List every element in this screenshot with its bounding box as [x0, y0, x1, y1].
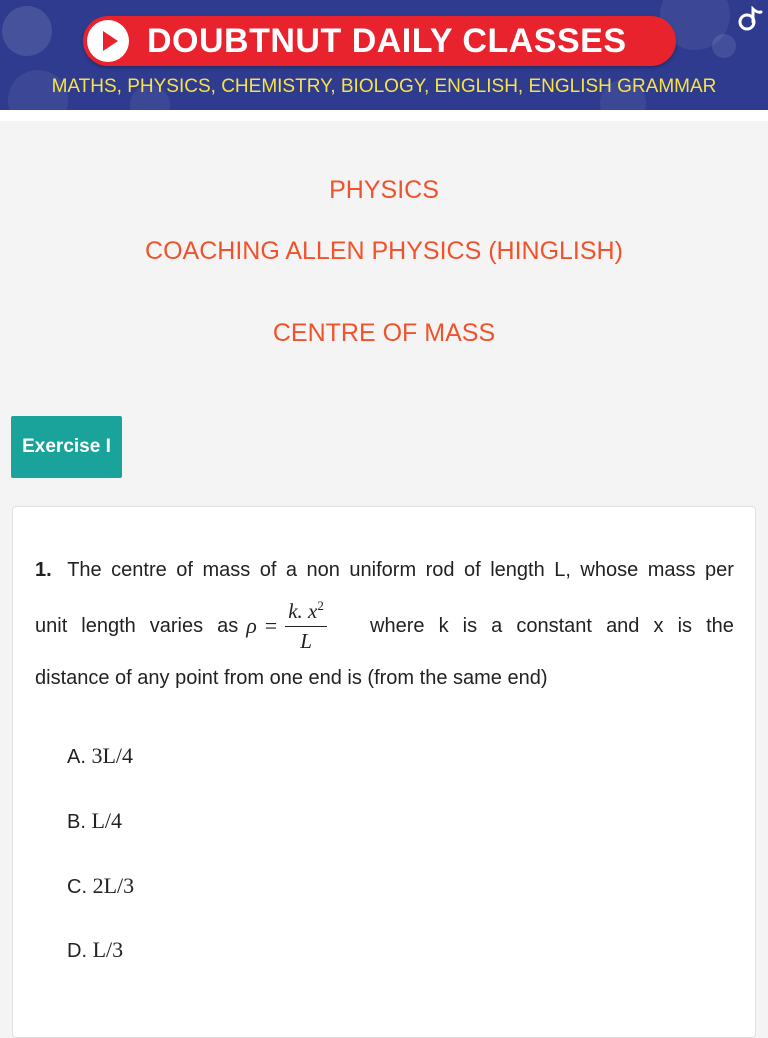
question-word: is	[677, 614, 693, 637]
banner-title: DOUBTNUT DAILY CLASSES	[147, 22, 627, 60]
rho-symbol: ρ	[246, 613, 257, 638]
question-line-1	[35, 559, 734, 582]
question-number: 1.	[35, 559, 52, 581]
decor-bubble	[712, 34, 736, 58]
question-word: non	[306, 559, 340, 581]
question-word: as	[217, 614, 239, 637]
question-word: length	[490, 559, 545, 581]
option-value: L/3	[92, 937, 124, 962]
question-text	[35, 615, 238, 638]
question-word: mass	[647, 559, 696, 581]
option-label: A.	[67, 746, 86, 768]
question-word: unit	[35, 614, 68, 637]
option-d[interactable]	[67, 937, 123, 963]
question-line-3: distance of any point from one end is (from the same end)	[35, 667, 548, 689]
question-word: centre	[111, 559, 167, 581]
exercise-tab[interactable]: Exercise I	[11, 416, 122, 478]
question-word: constant	[516, 614, 592, 637]
question-word: a	[285, 559, 298, 581]
option-value: L/4	[91, 808, 123, 833]
course-heading: COACHING ALLEN PHYSICS (HINGLISH)	[145, 237, 623, 265]
question-word: of	[176, 559, 193, 581]
decor-bubble	[2, 6, 52, 56]
question-text	[370, 615, 734, 638]
fraction-denominator: L	[300, 629, 312, 653]
question-word: uniform	[349, 559, 417, 581]
option-label: C.	[67, 876, 87, 898]
banner-divider	[0, 110, 768, 121]
option-c[interactable]	[67, 873, 134, 899]
header-banner	[0, 0, 768, 110]
question-word: of	[464, 559, 481, 581]
option-label: B.	[67, 811, 86, 833]
option-label: D.	[67, 940, 87, 962]
option-a[interactable]	[67, 743, 133, 769]
question-word: The	[67, 559, 102, 581]
question-word: mass	[202, 559, 251, 581]
doubtnut-logo-icon	[737, 6, 763, 32]
question-word: rod	[425, 559, 455, 581]
question-word: varies	[149, 614, 204, 637]
play-icon	[87, 20, 129, 62]
chapter-heading: CENTRE OF MASS	[272, 319, 496, 347]
question-word: the	[706, 614, 734, 637]
question-line-2-lead	[35, 598, 327, 654]
question-word: length	[81, 614, 136, 637]
title-pill	[83, 16, 676, 66]
option-b[interactable]	[67, 808, 122, 834]
fraction-exponent: 2	[317, 598, 324, 613]
subject-heading: PHYSICS	[329, 176, 439, 204]
banner-subjects: MATHS, PHYSICS, CHEMISTRY, BIOLOGY, ENGLISH, ENGLISH GRAMMAR	[51, 76, 717, 97]
question-card	[12, 506, 756, 1038]
fraction-numerator: k. $x^2$	[288, 598, 324, 623]
question-line-2	[35, 599, 734, 653]
question-word: whose	[580, 559, 639, 581]
question-word: per	[705, 559, 734, 581]
question-word: where	[370, 614, 425, 637]
question-word: and	[606, 614, 640, 637]
question-word: a	[491, 614, 503, 637]
question-word: is	[462, 614, 478, 637]
question-word: L,	[554, 559, 571, 581]
density-fraction	[285, 598, 327, 654]
equals-sign: =	[264, 613, 278, 638]
question-word: x	[653, 614, 664, 637]
option-value: 3L/4	[91, 743, 134, 768]
option-value: 2L/3	[92, 873, 135, 898]
question-word: of	[259, 559, 277, 581]
question-word: k	[438, 614, 449, 637]
